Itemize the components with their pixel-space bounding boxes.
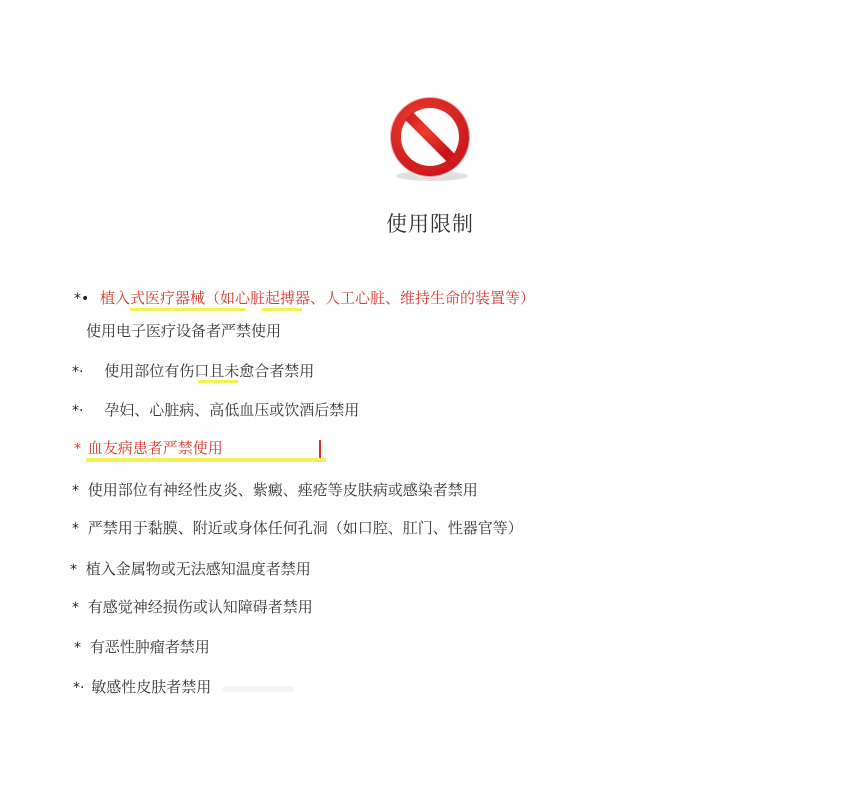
list-item-text: 严禁用于黏膜、附近或身体任何孔洞（如口腔、肛门、性器官等） bbox=[87, 519, 523, 537]
bullet: *• bbox=[74, 291, 90, 307]
highlight-mark bbox=[262, 308, 302, 311]
list-item-continuation bbox=[86, 321, 281, 341]
bullet: * bbox=[72, 521, 79, 537]
list-item bbox=[74, 438, 223, 459]
bullet: * bbox=[72, 600, 79, 616]
bullet: *· bbox=[72, 403, 84, 419]
bullet: * bbox=[72, 483, 79, 499]
bullet: *· bbox=[72, 364, 84, 380]
list-item-text: 使用部位有神经性皮炎、紫癜、痤疮等皮肤病或感染者禁用 bbox=[87, 481, 478, 499]
list-item-text: 孕妇、心脏病、高低血压或饮酒后禁用 bbox=[104, 401, 360, 419]
list-item bbox=[72, 400, 359, 421]
list-item-text: 使用电子医疗设备者严禁使用 bbox=[86, 322, 282, 340]
list-item-text: 使用部位有伤口且未愈合者禁用 bbox=[104, 362, 315, 380]
bullet: * bbox=[70, 562, 77, 578]
list-item bbox=[72, 597, 313, 618]
list-item-text: 有恶性肿瘤者禁用 bbox=[89, 638, 210, 656]
bullet: *· bbox=[73, 680, 85, 696]
list-item bbox=[72, 518, 523, 539]
list-item bbox=[72, 361, 314, 382]
page-title: 使用限制 bbox=[386, 212, 474, 236]
bullet: * bbox=[74, 441, 81, 457]
list-item-text: 敏感性皮肤者禁用 bbox=[91, 678, 212, 696]
list-item-text: 植入金属物或无法感知温度者禁用 bbox=[85, 560, 311, 578]
list-item bbox=[72, 480, 478, 501]
list-item-text: 血友病患者严禁使用 bbox=[87, 439, 223, 457]
highlight-mark bbox=[130, 308, 246, 311]
text-cursor bbox=[319, 440, 321, 458]
list-item bbox=[74, 288, 535, 309]
list-item-text: 植入式医疗器械（如心脏起搏器、人工心脏、维持生命的装置等） bbox=[100, 289, 536, 307]
highlight-mark bbox=[198, 380, 238, 383]
list-item bbox=[70, 559, 311, 580]
list-item bbox=[73, 677, 211, 698]
highlight-mark bbox=[86, 458, 326, 462]
list-item-text: 有感觉神经损伤或认知障碍者禁用 bbox=[87, 598, 313, 616]
bullet: * bbox=[74, 640, 81, 656]
erased-mark bbox=[222, 686, 294, 692]
list-item bbox=[74, 637, 210, 658]
